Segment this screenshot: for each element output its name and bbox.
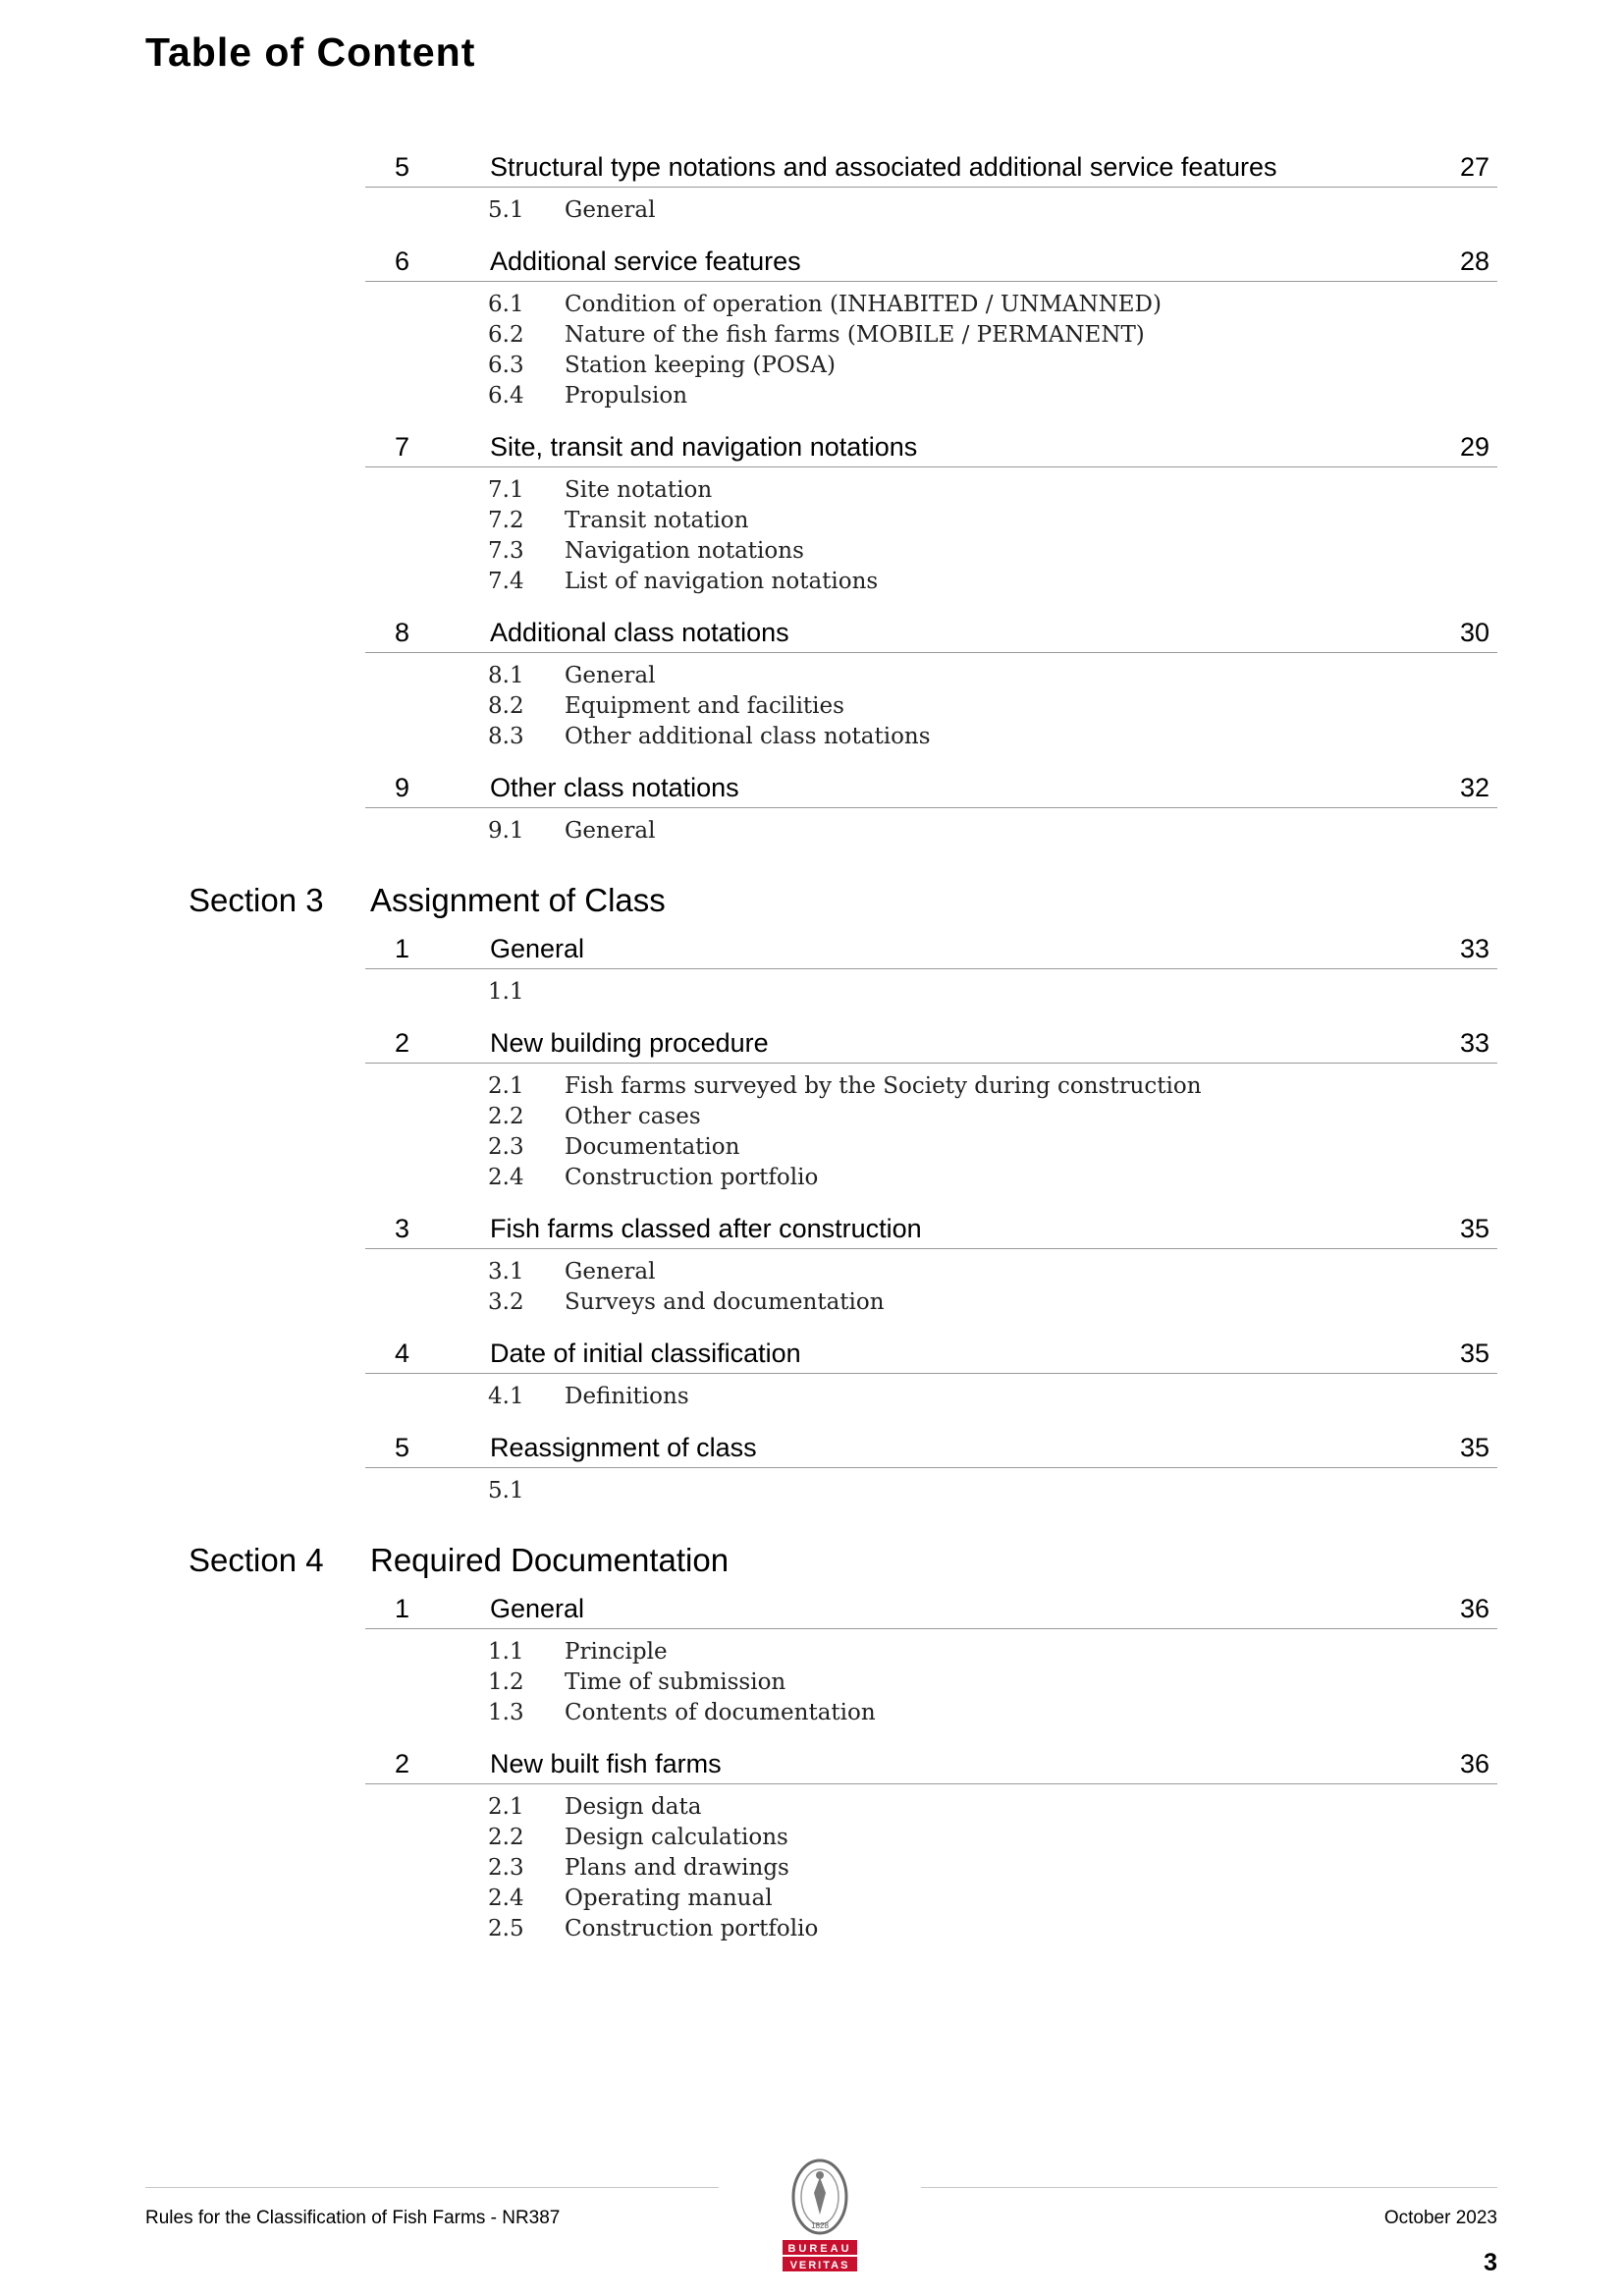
subsection-item[interactable] [488,1851,1623,1882]
subsection-list [488,1249,1623,1322]
subsection-number: 8.2 [488,693,524,719]
subsection-title: Propulsion [565,383,688,409]
footer-date: October 2023 [1383,2208,1497,2228]
subsection-number: 8.1 [488,663,524,688]
subsection-item[interactable] [488,504,1623,534]
subsection-title: List of navigation notations [565,569,879,594]
subsection-item[interactable] [488,1912,1623,1942]
article-title: Additional class notations [490,618,789,647]
article-title: Date of initial classification [490,1339,801,1368]
subsection-number: 2.4 [488,1886,524,1911]
logo-year: 1828 [811,2221,829,2230]
article-title: Additional service features [490,246,801,276]
subsection-list [488,1468,1623,1510]
subsection-item[interactable] [488,349,1623,379]
subsection-list [488,282,1623,415]
subsection-number: 7.2 [488,508,524,533]
subsection-item[interactable] [488,1474,1623,1504]
subsection-item[interactable] [488,1882,1623,1912]
subsection-number: 2.4 [488,1165,524,1190]
article-row[interactable] [365,230,1497,282]
article-number: 2 [395,1028,410,1058]
subsection-title: General [565,197,656,223]
article-title: General [490,1594,585,1623]
subsection-number: 1.1 [488,1639,524,1665]
footer-divider-right [921,2187,1497,2188]
article-row[interactable] [365,1577,1497,1629]
article-row[interactable] [365,1011,1497,1064]
subsection-item[interactable] [488,1069,1623,1100]
article-row[interactable] [365,136,1497,188]
subsection-title: Transit notation [565,508,749,533]
subsection-number: 2.2 [488,1825,524,1850]
subsection-title: Contents of documentation [565,1700,876,1725]
article-number: 4 [395,1339,410,1368]
page-number: 3 [1484,2249,1497,2276]
toc-article [0,1322,1623,1416]
article-number: 7 [395,432,410,462]
article-title: New building procedure [490,1028,769,1058]
subsection-number: 1.3 [488,1700,524,1725]
article-row[interactable] [365,415,1497,467]
logo-text-top: BUREAU [787,2243,852,2255]
article-page-number: 29 [1459,432,1489,462]
toc-article [0,136,1623,230]
subsection-number: 9.1 [488,818,524,844]
article-page-number: 35 [1459,1433,1489,1462]
subsection-title: Surveys and documentation [565,1289,885,1315]
subsection-title: General [565,663,656,688]
subsection-title: Time of submission [565,1669,786,1695]
subsection-item[interactable] [488,379,1623,410]
article-row[interactable] [365,756,1497,808]
subsection-list [488,653,1623,756]
subsection-number: 6.4 [488,383,524,409]
article-number: 5 [395,1433,410,1462]
subsection-number: 1.1 [488,979,524,1005]
subsection-item[interactable] [488,1130,1623,1161]
subsection-item[interactable] [488,1161,1623,1191]
subsection-title: Design calculations [565,1825,788,1850]
article-page-number: 28 [1459,246,1489,276]
subsection-list [488,1064,1623,1197]
subsection-number: 2.2 [488,1104,524,1129]
subsection-title: Design data [565,1794,702,1820]
logo-text-bottom: VERITAS [789,2260,850,2271]
subsection-list [488,1629,1623,1732]
subsection-item[interactable] [488,975,1623,1006]
subsection-item[interactable] [488,814,1623,845]
article-number: 9 [395,773,410,802]
subsection-item[interactable] [488,1285,1623,1316]
subsection-item[interactable] [488,1255,1623,1285]
toc-article [0,1577,1623,1732]
subsection-number: 2.3 [488,1855,524,1881]
subsection-number: 7.4 [488,569,524,594]
bureau-veritas-logo [771,2156,869,2278]
subsection-list [488,1374,1623,1416]
subsection-item[interactable] [488,1666,1623,1696]
section-heading [0,868,1623,917]
subsection-title: Definitions [565,1384,689,1409]
subsection-title: Principle [565,1639,668,1665]
logo-seal [793,2160,846,2233]
article-page-number: 27 [1459,152,1489,182]
subsection-title: Fish farms surveyed by the Society during construction [565,1073,1202,1099]
article-page-number: 30 [1459,618,1489,647]
article-page-number: 35 [1459,1214,1489,1243]
article-row[interactable] [365,601,1497,653]
article-title: General [490,934,585,963]
page-title: Table of Content [145,29,476,75]
article-title: Other class notations [490,773,739,802]
subsection-number: 1.2 [488,1669,524,1695]
article-title: Fish farms classed after construction [490,1214,922,1243]
subsection-number: 5.1 [488,197,524,223]
article-title: Reassignment of class [490,1433,757,1462]
section-title: Assignment of Class [370,882,666,918]
subsection-title: Station keeping (POSA) [565,353,837,378]
section-heading [0,1528,1623,1577]
subsection-item[interactable] [488,565,1623,595]
subsection-number: 6.2 [488,322,524,348]
toc-article [0,601,1623,756]
article-page-number: 36 [1459,1594,1489,1623]
article-number: 2 [395,1749,410,1778]
article-row[interactable] [365,917,1497,969]
subsection-list [488,969,1623,1011]
article-page-number: 36 [1459,1749,1489,1778]
subsection-number: 6.3 [488,353,524,378]
footer-divider-left [145,2187,719,2188]
subsection-item[interactable] [488,689,1623,720]
article-page-number: 33 [1459,934,1489,963]
article-title: Site, transit and navigation notations [490,432,918,462]
subsection-number: 3.2 [488,1289,524,1315]
article-number: 1 [395,1594,410,1623]
subsection-number: 2.5 [488,1916,524,1941]
subsection-title: Other cases [565,1104,701,1129]
subsection-title: General [565,818,656,844]
subsection-item[interactable] [488,720,1623,750]
subsection-title: Operating manual [565,1886,773,1911]
article-title: Structural type notations and associated additional service features [490,152,1277,182]
toc-article [0,756,1623,850]
subsection-item[interactable] [488,534,1623,565]
subsection-title: Navigation notations [565,538,804,564]
article-number: 6 [395,246,410,276]
subsection-title: Plans and drawings [565,1855,789,1881]
article-number: 5 [395,152,410,182]
toc-article [0,415,1623,601]
subsection-list [488,808,1623,850]
article-page-number: 32 [1459,773,1489,802]
toc-article [0,230,1623,415]
subsection-number: 8.3 [488,724,524,749]
article-row[interactable] [365,1197,1497,1249]
subsection-item[interactable] [488,318,1623,349]
subsection-list [488,1784,1623,1948]
subsection-title: Construction portfolio [565,1916,819,1941]
subsection-item[interactable] [488,1696,1623,1726]
subsection-number: 2.1 [488,1073,524,1099]
subsection-title: Documentation [565,1134,740,1160]
subsection-title: Construction portfolio [565,1165,819,1190]
subsection-number: 6.1 [488,292,524,317]
toc-article [0,1732,1623,1948]
subsection-item[interactable] [488,1821,1623,1851]
subsection-item[interactable] [488,1100,1623,1130]
article-row[interactable] [365,1732,1497,1784]
subsection-number: 3.1 [488,1259,524,1285]
subsection-title: General [565,1259,656,1285]
subsection-item[interactable] [488,1635,1623,1666]
subsection-list [488,467,1623,601]
toc-article [0,1416,1623,1510]
article-row[interactable] [365,1322,1497,1374]
subsection-number: 2.1 [488,1794,524,1820]
article-number: 1 [395,934,410,963]
section-title: Required Documentation [370,1542,730,1578]
subsection-number: 2.3 [488,1134,524,1160]
subsection-number: 4.1 [488,1384,524,1409]
subsection-title: Nature of the fish farms (MOBILE / PERMANENT) [565,322,1145,348]
toc-article [0,1197,1623,1322]
subsection-item[interactable] [488,1790,1623,1821]
article-page-number: 35 [1459,1339,1489,1368]
subsection-title: Condition of operation (INHABITED / UNMANNED) [565,292,1162,317]
subsection-number: 5.1 [488,1478,524,1503]
subsection-item[interactable] [488,288,1623,318]
subsection-item[interactable] [488,193,1623,224]
subsection-item[interactable] [488,659,1623,689]
article-number: 8 [395,618,410,647]
table-of-contents [0,136,1623,1948]
toc-article [0,1011,1623,1197]
subsection-number: 7.1 [488,477,524,503]
article-page-number: 33 [1459,1028,1489,1058]
subsection-title: Other additional class notations [565,724,931,749]
footer-document-title: Rules for the Classification of Fish Farms - NR387 [145,2208,561,2228]
article-title: New built fish farms [490,1749,722,1778]
subsection-title: Equipment and facilities [565,693,844,719]
subsection-title: Site notation [565,477,713,503]
subsection-number: 7.3 [488,538,524,564]
subsection-list [488,188,1623,230]
article-number: 3 [395,1214,410,1243]
subsection-item[interactable] [488,473,1623,504]
subsection-item[interactable] [488,1380,1623,1410]
section-label: Section 4 [189,1542,324,1578]
article-row[interactable] [365,1416,1497,1468]
section-label: Section 3 [189,882,324,918]
toc-article [0,917,1623,1011]
